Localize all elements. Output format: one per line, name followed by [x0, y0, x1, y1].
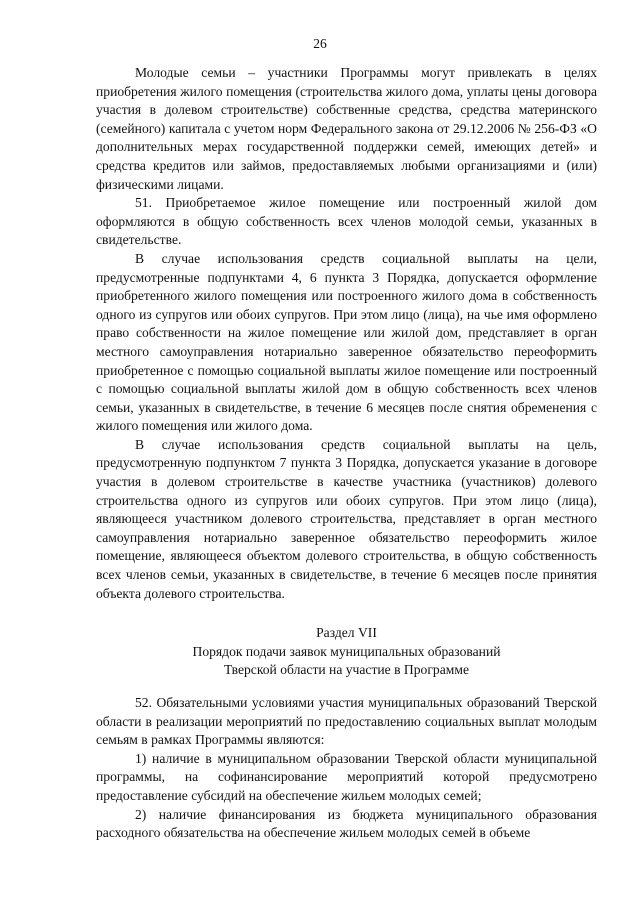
page-number: 26 [313, 36, 327, 51]
section-heading [96, 624, 597, 680]
section-title-line-2: Тверской области на участие в Программе [224, 662, 469, 678]
paragraph-spouse-ownership: В случае использования средств социальной выплаты на цели, предусмотренные подпунктами 4, 6 пункта 3 Порядка, допускается оформление приобретенного жилого помещения или построенного жилого дома в собственность одного из супругов или обоих супругов. При этом лицо (лица), на чье имя оформлено право собственности на жилое помещение или жилой дом, представляет в орган местного самоуправления нотариально заверенное обязательство переоформить приобретенное с помощью социальной выплаты жилое помещение или построенный с помощью социальной выплаты жилой дом в общую собственность всех членов семьи, указанных в свидетельстве, в течение 6 месяцев после снятия обременения с жилого помещения или жилого дома. [96, 250, 597, 434]
paragraph-condition-2: 2) наличие финансирования из бюджета муниципального образования расходного обязательства на обеспечение жильем молодых семей в объеме [96, 806, 597, 841]
section-title-line-1: Порядок подачи заявок муниципальных образований [192, 643, 501, 659]
paragraph-item-52: 52. Обязательными условиями участия муниципальных образований Тверской области в реализации мероприятий по предоставлению социальных выплат молодым семьям в рамках Программы являются: [96, 695, 597, 748]
paragraph-item-51: 51. Приобретаемое жилое помещение или построенный жилой дом оформляются в общую собственность всех членов молодой семьи, указанных в свидетельстве. [96, 195, 597, 248]
paragraph-shared-construction: В случае использования средств социальной выплаты на цель, предусмотренную подпунктом 7 пункта 3 Порядка, допускается указание в договоре участия в долевом строительстве в качестве участника (участников) долевого строительства одного из супругов или обоих супругов. При этом лицо (лица), являющееся участником долевого строительства, представляет в орган местного самоуправления нотариально заверенное обязательство переоформить жилое помещение, являющееся объектом долевого строительства, в общую собственность всех членов семьи, указанных в свидетельстве, в течение 6 месяцев после принятия объекта долевого строительства. [96, 436, 597, 601]
body-text-bottom [96, 694, 597, 843]
section-number: Раздел VII [316, 625, 377, 640]
paragraph-family-funds: Молодые семьи – участники Программы могут привлекать в целях приобретения жилого помещения (строительства жилого дома, уплаты цены договора участия в долевом строительстве) собственные средства, средства материнского (семейного) капитала с учетом норм Федерального закона от 29.12.2006 № 256-ФЗ «О дополнительных мерах государственной поддержки семей, имеющих детей» и средства кредитов или займов, предоставляемых любыми организациями и (или) физическими лицами. [96, 65, 597, 192]
paragraph-condition-1: 1) наличие в муниципальном образовании Тверской области муниципальной программы, на софинансирование мероприятий которой предусмотрено предоставление субсидий на обеспечение жильем молодых семей; [96, 750, 597, 803]
body-text-top [96, 64, 597, 603]
